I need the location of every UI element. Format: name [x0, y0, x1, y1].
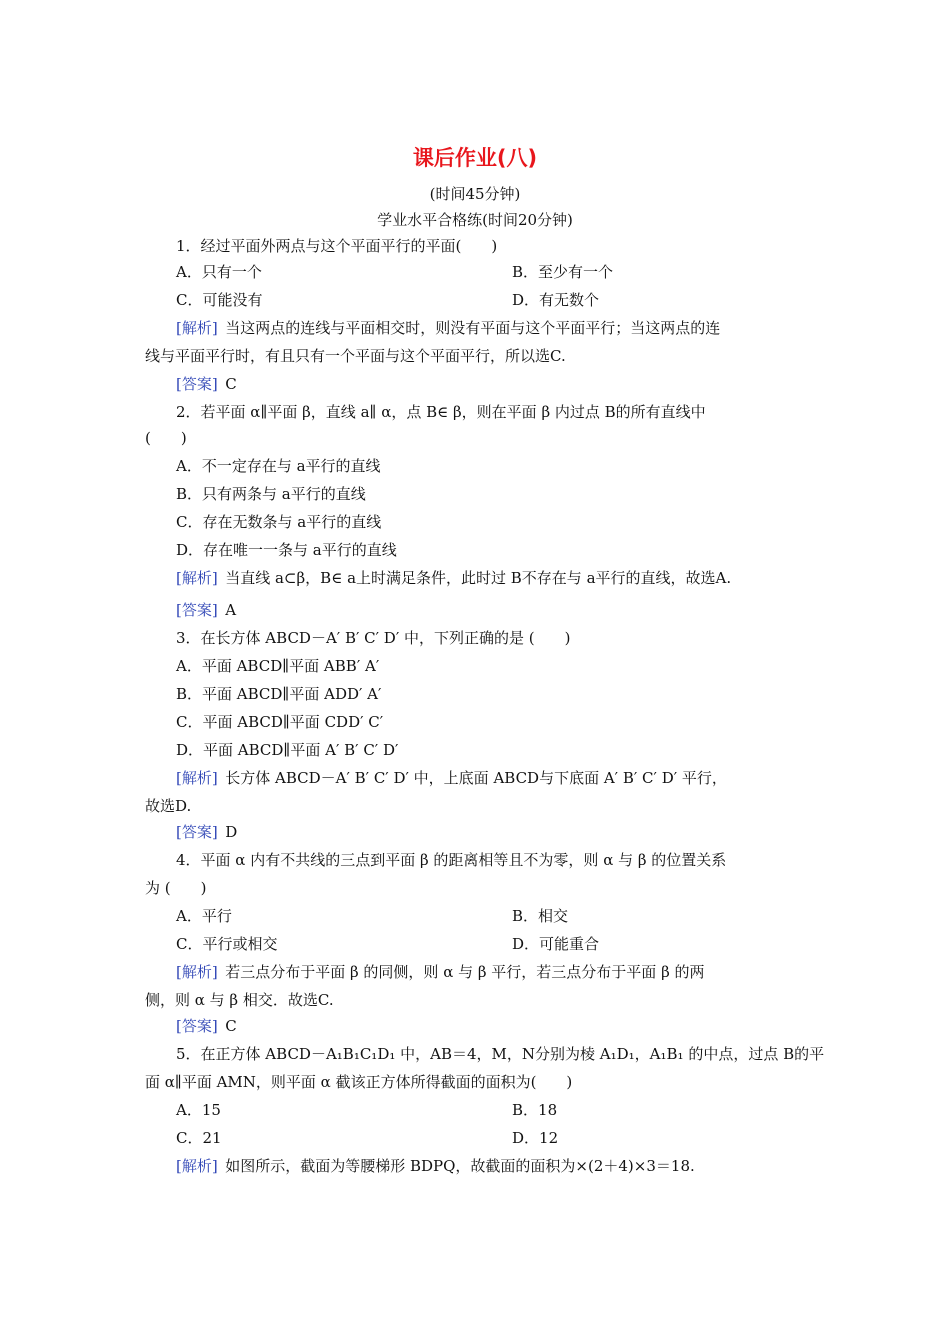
q2-option-d: D．存在唯一一条与 a平行的直线: [176, 541, 397, 559]
q3-stem: 3．在长方体 ABCD－A′ B′ C′ D′ 中，下列正确的是 ( ): [176, 629, 571, 647]
q5-analysis-row: [176, 1156, 695, 1176]
q4-option-b: B．相交: [512, 907, 569, 925]
q5-stem-cont: 面 α∥平面 AMN，则平面 α 截该正方体所得截面的面积为( ): [145, 1073, 573, 1091]
q2-option-c: C．存在无数条与 a平行的直线: [176, 513, 382, 531]
q3-option-d: D．平面 ABCD∥平面 A′ B′ C′ D′: [176, 741, 399, 759]
analysis-tag: [解析]: [176, 963, 218, 981]
q3-analysis-cont: 故选D.: [145, 797, 192, 815]
q5-option-a: A．15: [176, 1101, 221, 1119]
q1-analysis: 当这两点的连线与平面相交时，则没有平面与这个平面平行；当这两点的连: [225, 319, 721, 337]
q4-answer: C: [225, 1017, 237, 1035]
analysis-tag: [解析]: [176, 769, 218, 787]
answer-tag: [答案]: [176, 1017, 218, 1035]
time-limit: (时间45分钟): [429, 185, 521, 203]
q4-answer-row: [176, 1016, 237, 1036]
q3-answer-row: [176, 822, 237, 842]
q5-analysis: 如图所示，截面为等腰梯形 BDPQ，故截面的面积为×(2＋4)×3＝18.: [225, 1157, 695, 1175]
answer-tag: [答案]: [176, 601, 218, 619]
q2-analysis-row: [176, 568, 731, 588]
q4-analysis-cont: 侧，则 α 与 β 相交．故选C.: [145, 991, 334, 1009]
q4-stem-cont: 为 ( ): [145, 879, 207, 897]
q3-analysis-row: [176, 768, 727, 788]
q1-option-d: D．有无数个: [512, 291, 600, 309]
q1-analysis-cont: 线与平面平行时，有且只有一个平面与这个平面平行，所以选C.: [145, 347, 566, 365]
answer-tag: [答案]: [176, 375, 218, 393]
answer-tag: [答案]: [176, 823, 218, 841]
q2-option-b: B．只有两条与 a平行的直线: [176, 485, 366, 503]
q1-stem: 1．经过平面外两点与这个平面平行的平面( ): [176, 237, 498, 255]
q5-option-d: D．12: [512, 1129, 559, 1147]
q1-option-c: C．可能没有: [176, 291, 263, 309]
q2-stem: 2．若平面 α∥平面 β，直线 a∥ α，点 B∈ β，则在平面 β 内过点 B的所有直线中: [176, 403, 706, 421]
q4-option-d: D．可能重合: [512, 935, 600, 953]
q3-option-b: B．平面 ABCD∥平面 ADD′ A′: [176, 685, 382, 703]
q4-option-c: C．平行或相交: [176, 935, 278, 953]
q4-analysis: 若三点分布于平面 β 的同侧，则 α 与 β 平行，若三点分布于平面 β 的两: [225, 963, 705, 981]
q5-option-c: C．21: [176, 1129, 222, 1147]
page-title: 课后作业(八): [412, 146, 538, 170]
q2-stem-cont: ( ): [145, 429, 187, 447]
q1-analysis-row: [176, 318, 720, 338]
analysis-tag: [解析]: [176, 569, 218, 587]
analysis-tag: [解析]: [176, 1157, 218, 1175]
q3-analysis: 长方体 ABCD－A′ B′ C′ D′ 中，上底面 ABCD与下底面 A′ B′ C′ D′ 平行，: [225, 769, 727, 787]
q3-answer: D: [225, 823, 238, 841]
q4-stem: 4．平面 α 内有不共线的三点到平面 β 的距离相等且不为零，则 α 与 β 的位置关系: [176, 851, 727, 869]
q2-option-a: A．不一定存在与 a平行的直线: [176, 457, 381, 475]
q1-answer-row: [176, 374, 237, 394]
q1-option-b: B．至少有一个: [512, 263, 614, 281]
q5-option-b: B．18: [512, 1101, 558, 1119]
q3-option-a: A．平面 ABCD∥平面 ABB′ A′: [176, 657, 380, 675]
q4-option-a: A．平行: [176, 907, 232, 925]
section-heading: 学业水平合格练(时间20分钟): [377, 211, 573, 229]
q2-answer-row: [176, 600, 236, 620]
q4-analysis-row: [176, 962, 705, 982]
q2-analysis: 当直线 a⊂β，B∈ a上时满足条件，此时过 B不存在与 a平行的直线，故选A.: [225, 569, 732, 587]
q1-answer: C: [225, 375, 237, 393]
q1-option-a: A．只有一个: [176, 263, 262, 281]
analysis-tag: [解析]: [176, 319, 218, 337]
q5-stem: 5．在正方体 ABCD－A₁B₁C₁D₁ 中，AB＝4，M，N分别为棱 A₁D₁，A₁B₁ 的中点，过点 B的平: [176, 1045, 825, 1063]
q2-answer: A: [225, 601, 237, 619]
q3-option-c: C．平面 ABCD∥平面 CDD′ C′: [176, 713, 384, 731]
